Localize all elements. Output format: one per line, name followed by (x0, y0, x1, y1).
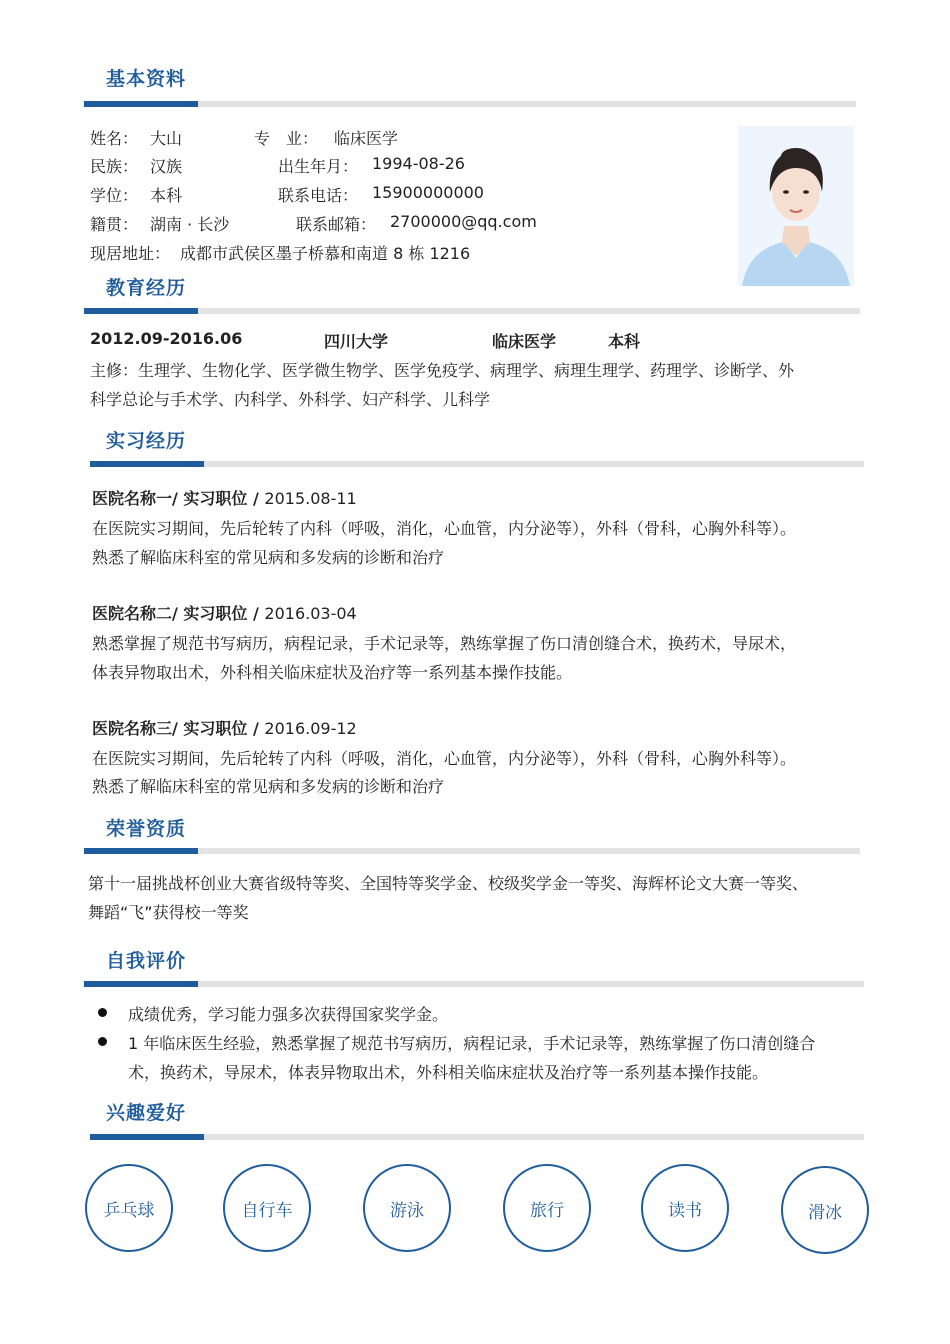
internship-desc-line2: 体表异物取出术，外科相关临床症状及治疗等一系列基本操作技能。 (92, 663, 573, 682)
address-value: 成都市武侯区墨子桥慕和南道 8 栋 1216 (180, 244, 471, 263)
hobby-skating: 滑冰 (781, 1166, 869, 1254)
internship-desc-line1: 熟悉掌握了规范书写病历，病程记录，手术记录等，熟练掌握了伤口清创缝合术，换药术，导尿术， (92, 634, 797, 653)
bullet-icon (98, 1008, 107, 1017)
phone-label: 联系电话： (278, 186, 359, 205)
phone-value: 15900000000 (372, 183, 484, 202)
education-major: 临床医学 (492, 332, 557, 351)
section-divider-basic (84, 101, 856, 107)
name-value: 大山 (150, 129, 183, 148)
section-divider-education (84, 308, 860, 314)
internship-heading: 医院名称三/ 实习职位 / 2016.09-12 (92, 719, 357, 738)
section-title-self-eval: 自我评价 (106, 950, 187, 972)
internship-heading: 医院名称一/ 实习职位 / 2015.08-11 (92, 489, 357, 508)
hobby-cycling: 自行车 (223, 1164, 311, 1252)
section-divider-internship (90, 461, 864, 467)
hometown-value: 湖南 · 长沙 (150, 215, 230, 234)
birth-label: 出生年月： (278, 157, 359, 176)
section-divider-hobbies (90, 1134, 864, 1140)
section-title-education: 教育经历 (106, 277, 187, 299)
section-title-honors: 荣誉资质 (106, 818, 187, 840)
hometown-label: 籍贯： (90, 215, 139, 234)
hobby-travel: 旅行 (503, 1164, 591, 1252)
degree-label: 学位： (90, 186, 139, 205)
email-value: 2700000@qq.com (390, 212, 537, 231)
section-title-hobbies: 兴趣爱好 (106, 1102, 187, 1124)
section-divider-honors (84, 848, 860, 854)
section-title-internship: 实习经历 (106, 430, 187, 452)
internship-desc-line2: 熟悉了解临床科室的常见病和多发病的诊断和治疗 (92, 548, 445, 567)
address-label: 现居地址： (90, 244, 171, 263)
honors-line2: 舞蹈“飞”获得校一等奖 (88, 903, 249, 922)
internship-desc-line2: 熟悉了解临床科室的常见病和多发病的诊断和治疗 (92, 777, 445, 796)
education-period: 2012.09-2016.06 (90, 329, 243, 348)
bullet-icon (98, 1037, 107, 1046)
name-label: 姓名： (90, 129, 139, 148)
self-eval-item1: 成绩优秀，学习能力强多次获得国家奖学金。 (128, 1005, 449, 1024)
self-eval-item2-line2: 术，换药术，导尿术，体表异物取出术，外科相关临床症状及治疗等一系列基本操作技能。 (128, 1063, 769, 1082)
email-label: 联系邮箱： (296, 215, 377, 234)
birth-value: 1994-08-26 (372, 154, 465, 173)
internship-desc-line1: 在医院实习期间，先后轮转了内科（呼吸，消化，心血管，内分泌等），外科（骨科，心胸外科等）。 (92, 749, 797, 768)
honors-line1: 第十一届挑战杯创业大赛省级特等奖、全国特等奖学金、校级奖学金一等奖、海辉杯论文大赛一等奖、 (88, 874, 809, 893)
degree-value: 本科 (150, 186, 183, 205)
portrait-illustration (738, 126, 854, 286)
education-courses-line2: 科学总论与手术学、内科学、外科学、妇产科学、儿科学 (90, 390, 491, 409)
ethnicity-label: 民族： (90, 157, 139, 176)
section-title-basic: 基本资料 (106, 68, 187, 90)
hobby-swimming: 游泳 (363, 1164, 451, 1252)
portrait-photo (738, 126, 854, 286)
self-eval-item2-line1: 1 年临床医生经验，熟悉掌握了规范书写病历，病程记录，手术记录等，熟练掌握了伤口清创缝合 (128, 1034, 816, 1053)
section-divider-self-eval (84, 981, 864, 987)
hobby-table-tennis: 乒乓球 (85, 1164, 173, 1252)
ethnicity-value: 汉族 (150, 157, 183, 176)
major-label: 专 业： (254, 129, 319, 148)
education-degree: 本科 (608, 332, 641, 351)
education-courses-line1: 主修：生理学、生物化学、医学微生物学、医学免疫学、病理学、病理生理学、药理学、诊断学、外 (90, 361, 795, 380)
hobby-reading: 读书 (641, 1164, 729, 1252)
internship-desc-line1: 在医院实习期间，先后轮转了内科（呼吸，消化，心血管，内分泌等），外科（骨科，心胸外科等）。 (92, 519, 797, 538)
major-value: 临床医学 (334, 129, 399, 148)
education-school: 四川大学 (324, 332, 389, 351)
internship-heading: 医院名称二/ 实习职位 / 2016.03-04 (92, 604, 357, 623)
